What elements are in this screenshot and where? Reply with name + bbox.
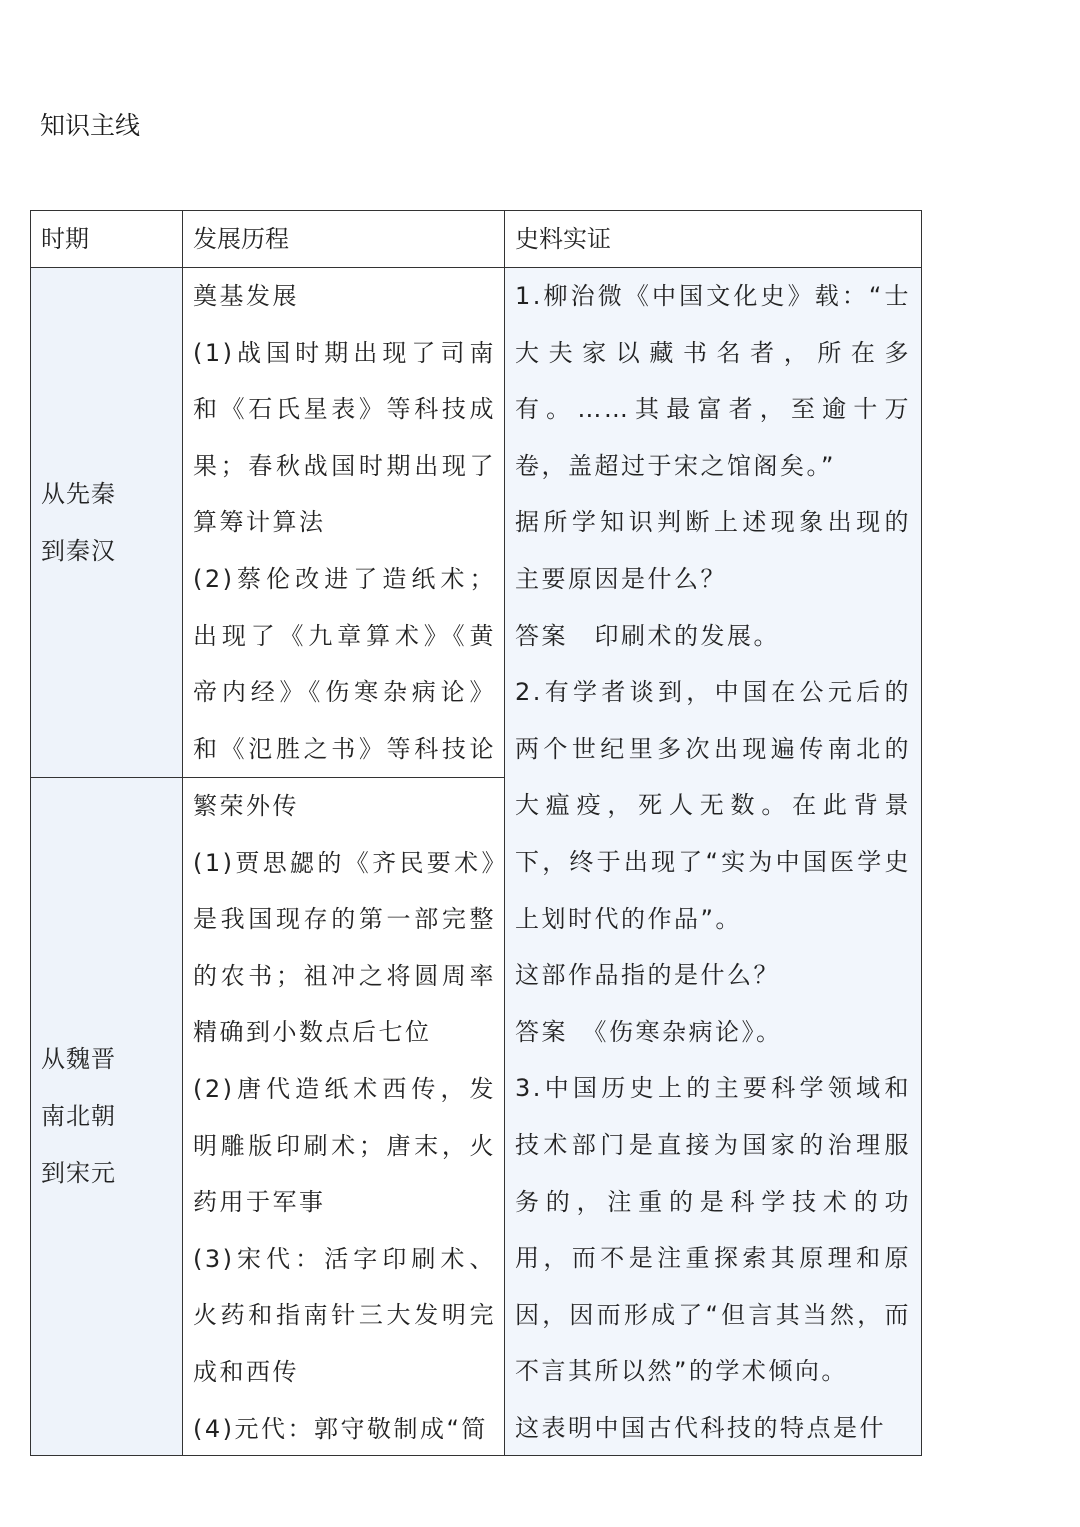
table-row (31, 268, 922, 778)
development-item: (2)唐代造纸术西传，发明雕版印刷术；唐末，火药用于军事 (193, 1074, 496, 1217)
period-line: 到宋元 (41, 1159, 116, 1187)
sources-cell (505, 268, 922, 1456)
source-question: 据所学知识判断上述现象出现的主要原因是什么？ (515, 508, 911, 593)
development-item: (1)贾思勰的《齐民要术》是我国现存的第一部完整的农书；祖冲之将圆周率精确到小数点后七位 (193, 848, 496, 1047)
source-item: 1.柳治微《中国文化史》载：“士大夫家以藏书名者，所在多有。……其最富者，至逾十万卷，盖超过于宋之馆阁矣。” (515, 282, 911, 480)
page-title: 知识主线 (40, 111, 141, 140)
source-question: 这表明中国古代科技的特点是什 (515, 1413, 886, 1442)
header-period: 时期 (31, 211, 183, 268)
development-item: (2)蔡伦改进了造纸术；出现了《九章算术》《黄帝内经》《伤寒杂病论》和《氾胜之书》等科技论 (193, 564, 496, 763)
development-cell (183, 778, 505, 1456)
period-line: 从魏晋 (41, 1045, 116, 1073)
knowledge-table (30, 210, 922, 1456)
source-item: 2.有学者谈到，中国在公元后的两个世纪里多次出现遍传南北的大瘟疫，死人无数。在此背景下，终于出现了“实为中国医学史上划时代的作品”。 (515, 678, 911, 933)
source-answer: 答案 《伤寒杂病论》。 (515, 1017, 783, 1046)
development-cell (183, 268, 505, 778)
development-item: (3)宋代：活字印刷术、火药和指南针三大发明完成和西传 (193, 1244, 496, 1386)
development-heading: 繁荣外传 (193, 792, 299, 820)
source-answer: 答案 印刷术的发展。 (515, 621, 780, 650)
period-line: 从先秦 (41, 479, 116, 508)
period-line: 南北朝 (41, 1102, 116, 1130)
header-development: 发展历程 (183, 211, 505, 268)
period-cell (31, 268, 183, 778)
development-item: (1)战国时期出现了司南和《石氏星表》等科技成果；春秋战国时期出现了算筹计算法 (193, 338, 496, 537)
development-heading: 奠基发展 (193, 282, 299, 310)
period-cell (31, 778, 183, 1456)
source-item: 3.中国历史上的主要科学领域和技术部门是直接为国家的治理服务的，注重的是科学技术的功用，而不是注重探索其原理和原因，因而形成了“但言其当然，而不言其所以然”的学术倾向。 (515, 1074, 911, 1386)
header-sources: 史料实证 (505, 211, 922, 268)
source-question: 这部作品指的是什么？ (515, 961, 780, 990)
period-line: 到秦汉 (41, 536, 116, 565)
development-item: (4)元代：郭守敬制成“简 (193, 1414, 488, 1443)
table-header-row (31, 211, 922, 268)
